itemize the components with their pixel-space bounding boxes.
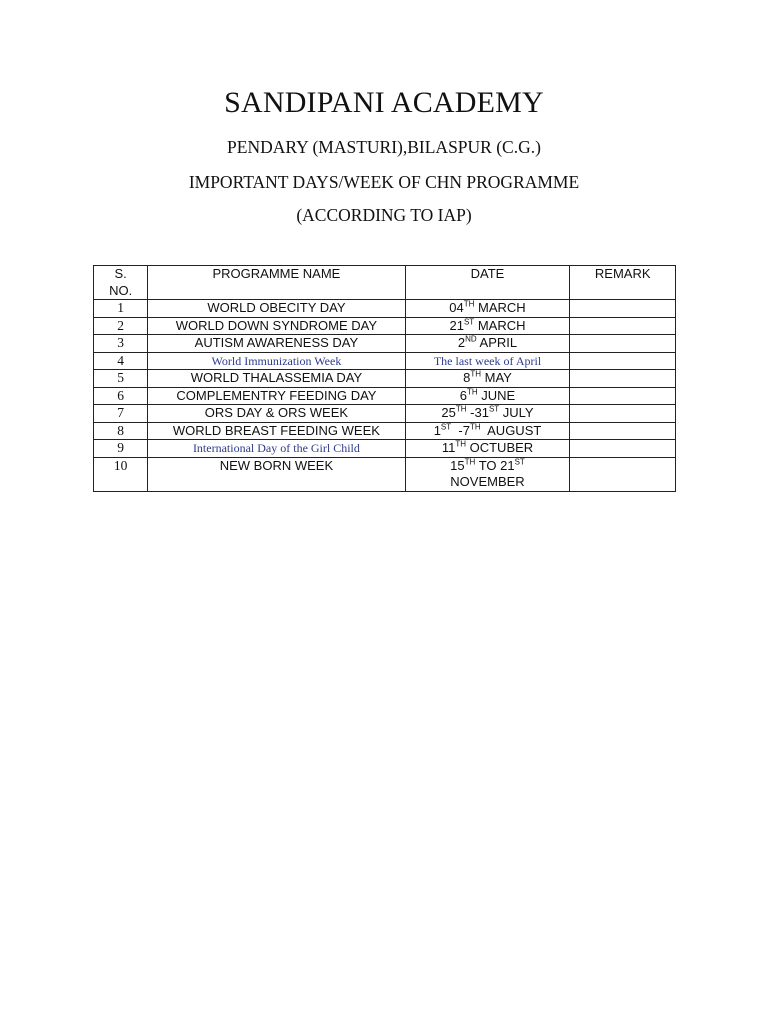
row-sno: 4 — [94, 352, 148, 370]
row-programme-name: NEW BORN WEEK — [148, 457, 405, 491]
date-ordinal-end: ST — [488, 404, 500, 414]
date-ordinal: ST — [463, 317, 475, 327]
date-ordinal-end: ST — [514, 457, 525, 467]
row-remark — [570, 440, 676, 458]
date-day: 25 — [441, 405, 456, 420]
date-ordinal-end: TH — [469, 422, 481, 432]
date-day: 1 — [433, 422, 441, 438]
table-row — [94, 440, 676, 458]
header-sno-line1: S. — [114, 266, 127, 281]
date-month: MARCH — [474, 317, 526, 333]
row-date — [405, 300, 570, 318]
date-month: NOVEMBER — [450, 474, 525, 489]
row-date — [405, 387, 570, 405]
date-day: 15 — [450, 457, 465, 473]
row-date — [405, 317, 570, 335]
row-remark — [570, 335, 676, 353]
date-day: 8 — [463, 370, 471, 385]
row-programme-name: COMPLEMENTRY FEEDING DAY — [148, 387, 405, 405]
date-ordinal: ST — [440, 422, 452, 432]
header-programme-name: PROGRAMME NAME — [148, 266, 405, 300]
row-remark — [570, 300, 676, 318]
date-ordinal: TH — [470, 369, 482, 379]
row-sno: 8 — [94, 422, 148, 440]
row-sno: 10 — [94, 457, 148, 491]
row-programme-name: WORLD BREAST FEEDING WEEK — [148, 422, 405, 440]
row-date — [405, 352, 570, 370]
table-row — [94, 387, 676, 405]
row-sno: 3 — [94, 335, 148, 353]
location-subtitle: PENDARY (MASTURI),BILASPUR (C.G.) — [227, 137, 541, 157]
row-remark — [570, 387, 676, 405]
table-row — [94, 352, 676, 370]
date-ordinal: TH — [464, 457, 476, 467]
date-ordinal: TH — [455, 404, 467, 414]
row-remark — [570, 422, 676, 440]
date-ordinal: TH — [455, 439, 466, 449]
row-remark — [570, 405, 676, 423]
row-sno: 2 — [94, 317, 148, 335]
table-row — [94, 457, 676, 491]
date-ordinal: TH — [463, 299, 475, 309]
row-programme-name: AUTISM AWARENESS DAY — [148, 335, 405, 353]
row-programme-name: ORS DAY & ORS WEEK — [148, 405, 405, 423]
page-title: SANDIPANI ACADEMY — [224, 86, 544, 119]
row-date — [405, 457, 570, 491]
row-sno: 7 — [94, 405, 148, 423]
row-remark — [570, 457, 676, 491]
row-remark — [570, 352, 676, 370]
date-day: 04 — [449, 300, 464, 315]
header-remark: REMARK — [570, 266, 676, 300]
reference-heading: (ACCORDING TO IAP) — [296, 205, 472, 225]
date-month: MARCH — [474, 300, 526, 315]
date-day: 11 — [441, 440, 456, 455]
header-sno — [94, 266, 148, 300]
date-month: OCTUBER — [466, 440, 534, 455]
row-programme-name: International Day of the Girl Child — [148, 440, 405, 458]
row-programme-name: World Immunization Week — [148, 352, 405, 370]
row-programme-name: WORLD OBECITY DAY — [148, 300, 405, 318]
table-row — [94, 335, 676, 353]
table-row — [94, 422, 676, 440]
date-day: 21 — [449, 317, 464, 333]
row-date — [405, 405, 570, 423]
date-month: APRIL — [476, 335, 518, 350]
date-ordinal: ND — [465, 334, 477, 344]
date-month: JUNE — [477, 387, 516, 403]
table-row — [94, 300, 676, 318]
row-sno: 5 — [94, 370, 148, 388]
header-date: DATE — [405, 266, 570, 300]
row-date — [405, 440, 570, 458]
programme-heading: IMPORTANT DAYS/WEEK OF CHN PROGRAMME — [188, 172, 580, 192]
date-day: 2 — [457, 335, 466, 350]
row-sno: 6 — [94, 387, 148, 405]
table-row — [94, 370, 676, 388]
row-date — [405, 370, 570, 388]
row-remark — [570, 370, 676, 388]
row-sno: 1 — [94, 300, 148, 318]
date-text: The last week of April — [433, 353, 542, 368]
important-days-table — [93, 265, 676, 492]
date-month: JULY — [499, 405, 534, 420]
date-range-end: TO 21 — [475, 457, 515, 473]
date-range-end: -31 — [466, 405, 489, 420]
date-month: MAY — [481, 370, 512, 385]
row-date — [405, 422, 570, 440]
row-programme-name: WORLD THALASSEMIA DAY — [148, 370, 405, 388]
date-month: AUGUST — [480, 422, 542, 438]
date-ordinal: TH — [467, 387, 478, 397]
table-row — [94, 405, 676, 423]
row-date — [405, 335, 570, 353]
row-programme-name: WORLD DOWN SYNDROME DAY — [148, 317, 405, 335]
date-range-end: -7 — [451, 422, 470, 438]
date-day: 6 — [459, 387, 467, 403]
header-sno-line2: NO. — [109, 282, 133, 298]
table-header-row — [94, 266, 676, 300]
row-sno: 9 — [94, 440, 148, 458]
table-row — [94, 317, 676, 335]
row-remark — [570, 317, 676, 335]
